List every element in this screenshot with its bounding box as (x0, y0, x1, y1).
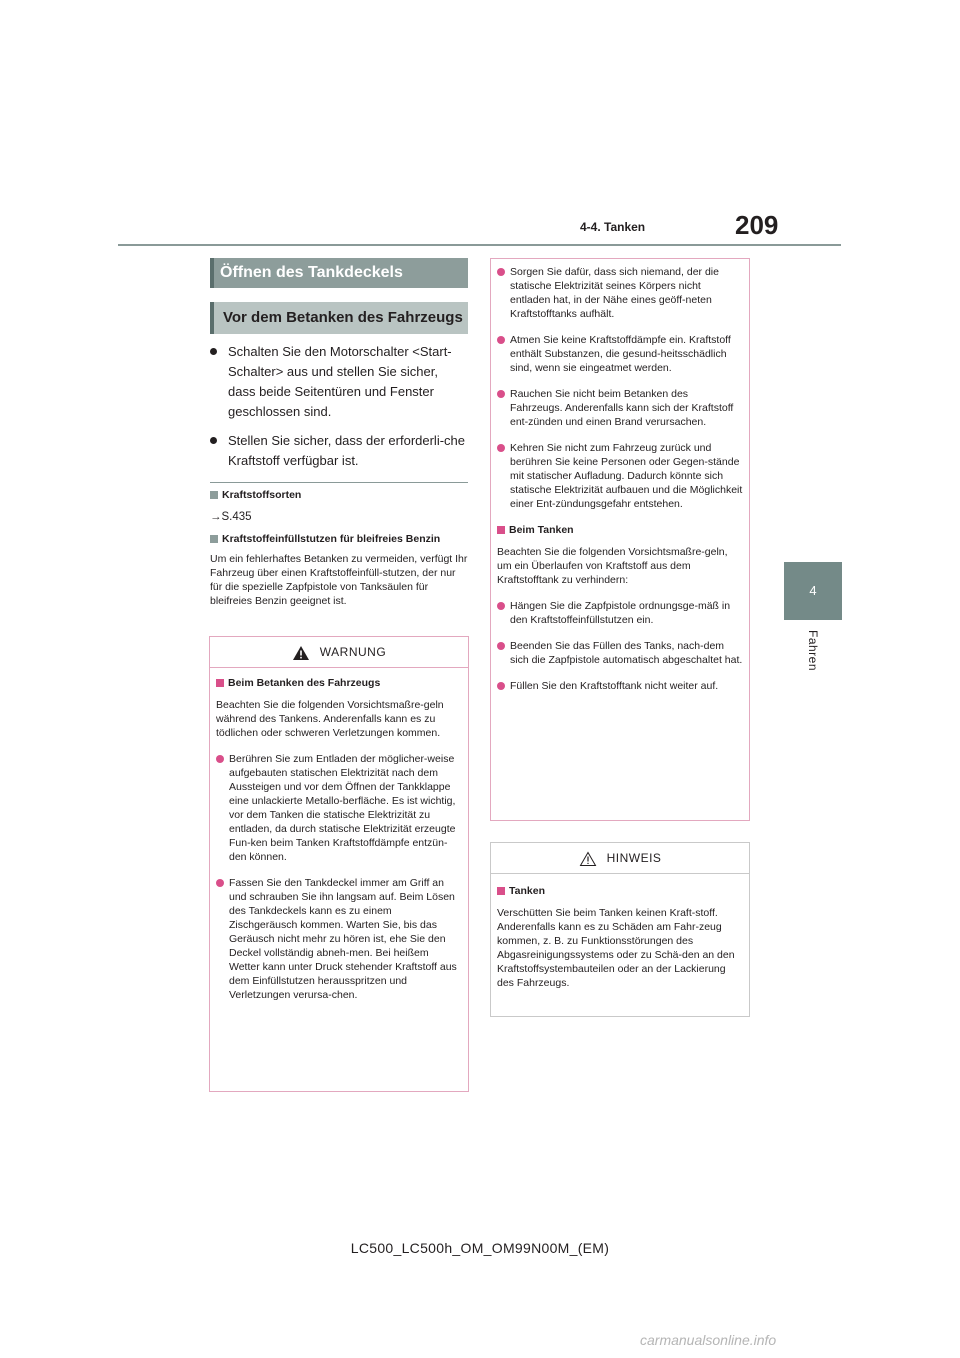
warning-item (497, 265, 743, 321)
warning-heading-text: Beim Tanken (509, 524, 574, 536)
watermark: carmanualsonline.info (640, 1332, 777, 1348)
bullet-icon (497, 390, 505, 398)
list-item-text: Stellen Sie sicher, dass der erforderli-che Kraftstoff verfügbar ist. (228, 433, 466, 468)
warning-item (216, 876, 462, 1002)
notes-section (210, 488, 468, 608)
square-bullet-icon (216, 679, 224, 687)
warning-item-text: Beenden Sie das Füllen des Tanks, nach-dem sich die Zapfpistole automatisch abgeschaltet hat. (510, 640, 743, 666)
warning-heading-text: Beim Betanken des Fahrzeugs (228, 677, 381, 689)
chapter-label: Fahren (806, 630, 820, 672)
bullet-icon (497, 444, 505, 452)
bullet-icon (497, 268, 505, 276)
warning-intro: Beachten Sie die folgenden Vorsichtsmaßre-geln während des Tankens. Anderenfalls kann es zu tödlichen oder schweren Verletzungen kommen. (216, 699, 444, 739)
note-heading-text: Kraftstoffsorten (222, 489, 302, 501)
warning-box-continued (490, 258, 750, 821)
warning-heading (497, 523, 743, 537)
warning-intro: Beachten Sie die folgenden Vorsichtsmaßre-geln, um ein Überlaufen von Kraftstoff aus dem Kraftstofftank zu verhindern: (497, 546, 728, 586)
square-bullet-icon (210, 491, 218, 499)
warning-item (497, 679, 743, 693)
list-item-text: Schalten Sie den Motorschalter <Start-Schalter> aus und stellen Sie sicher, dass beide Seitentüren und Fenster geschlossen sind. (228, 344, 452, 419)
bullet-icon (210, 437, 217, 444)
warning-heading (216, 676, 462, 690)
notice-heading (497, 884, 743, 898)
square-bullet-icon (210, 535, 218, 543)
note-heading (210, 488, 468, 502)
notice-box (490, 842, 750, 1017)
warning-title-text: WARNUNG (319, 645, 387, 659)
warning-item (497, 333, 743, 375)
notice-title-text: HINWEIS (606, 851, 662, 865)
square-bullet-icon (497, 887, 505, 895)
note-heading-text: Kraftstoffeinfüllstutzen für bleifreies Benzin (222, 533, 441, 545)
bullet-icon (497, 336, 505, 344)
warning-body-continued (491, 265, 749, 699)
warning-item-text: Füllen Sie den Kraftstofftank nicht weiter auf. (510, 680, 719, 692)
bullet-icon (497, 602, 505, 610)
page-title-text: Öffnen des Tankdeckels (220, 264, 403, 281)
warning-item-text: Atmen Sie keine Kraftstoffdämpfe ein. Kraftstoff enthält Substanzen, die gesund-heitsschädlich sind, wenn sie eingeatmet werden. (510, 334, 731, 374)
note-heading (210, 532, 468, 546)
list-item (210, 342, 468, 422)
warning-item (216, 752, 462, 864)
warning-item-text: Fassen Sie den Tankdeckel immer am Griff an und schrauben Sie ihn langsam auf. Beim Lösen des Tankdeckels kann es zu einem Zischgeräusch kommen. Warten Sie, bis das Geräusch nicht mehr zu hören ist, ehe Sie den Deckel vollständig abneh-men. Bei heißem Wetter kann unter Druck stehender Kraftstoff aus dem Einfüllstutzen herausspritzen und Verletzungen verursa-chen. (229, 877, 457, 1001)
notice-body (491, 874, 749, 996)
footer-document-code: LC500_LC500h_OM_OM99N00M_(EM) (350, 1240, 610, 1256)
section-divider (210, 482, 468, 483)
list-item (210, 431, 468, 471)
warning-item-text: Kehren Sie nicht zum Fahrzeug zurück und berühren Sie keine Personen oder Gegen-stände mit statischer Aufladung. Dadurch könnte sich statische Elektrizität aufbauen und die Möglichkeit einer Ent-zündungsgefahr entstehen. (510, 442, 743, 510)
note-text: Um ein fehlerhaftes Betanken zu vermeiden, verfügt Ihr Fahrzeug über einen Kraftstoffeinfüll-stutzen, der nur für die spezielle Zapfpistole von Tanksäulen für bleifreies Benzin geeignet ist. (210, 553, 468, 607)
subtitle-accent (210, 302, 214, 334)
warning-box (209, 636, 469, 1092)
section-subtitle-text: Vor dem Betanken des Fahrzeugs (223, 309, 463, 326)
warning-title (210, 637, 468, 668)
bullet-icon (210, 348, 217, 355)
notice-title (491, 843, 749, 874)
warning-item (497, 387, 743, 429)
warning-item (497, 639, 743, 667)
page-number: 209 (735, 210, 779, 240)
warning-item-text: Rauchen Sie nicht beim Betanken des Fahrzeugs. Anderenfalls kann sich der Kraftstoff ent-zünden und einen Brand verursachen. (510, 388, 734, 428)
page-title (210, 258, 468, 288)
title-accent (210, 258, 214, 288)
section-subtitle (210, 302, 468, 334)
bullet-icon (216, 755, 224, 763)
instruction-list (210, 342, 468, 480)
bullet-icon (497, 642, 505, 650)
warning-item-text: Sorgen Sie dafür, dass sich niemand, der die statische Elektrizität seines Körpers nicht entladen hat, in der Nähe eines geöff-neten Kraftstofftanks aufhält. (510, 266, 719, 320)
page-reference-link[interactable]: →S.435 (210, 511, 252, 523)
bullet-icon (216, 879, 224, 887)
warning-item (497, 599, 743, 627)
warning-item-text: Berühren Sie zum Entladen der möglicher-weise aufgebauten statischen Elektrizität nach dem Aussteigen und vor dem Öffnen der Tankklappe eine unlackierte Metallo-berfläche. Es ist wichtig, vor dem Tanken die statische Elektrizität zu entladen, da durch statische Elektrizität erzeugte Fun-ken beim Tanken Kraftstoffdämpfe entzün-den können. (229, 753, 456, 863)
square-bullet-icon (497, 526, 505, 534)
chapter-tab: 4 (784, 562, 842, 620)
warning-item (497, 441, 743, 511)
bullet-icon (497, 682, 505, 690)
warning-item-text: Hängen Sie die Zapfpistole ordnungsge-mäß in den Kraftstoffeinfüllstutzen ein. (510, 600, 731, 626)
section-label: 4-4. Tanken (580, 220, 646, 234)
header-divider (118, 244, 841, 246)
notice-heading-text: Tanken (509, 885, 545, 897)
notice-triangle-icon (579, 851, 597, 867)
warning-body (210, 668, 468, 1008)
notice-text: Verschütten Sie beim Tanken keinen Kraft-stoff. Anderenfalls kann es zu Schäden am Fahr-zeug kommen, z. B. zu Funktionsstörungen des Abgasreinigungssystems oder zu Schä-den an den Kraftstoffsystembauteilen oder an der Lackierung des Fahrzeugs. (497, 907, 735, 989)
warning-triangle-icon (292, 645, 310, 661)
